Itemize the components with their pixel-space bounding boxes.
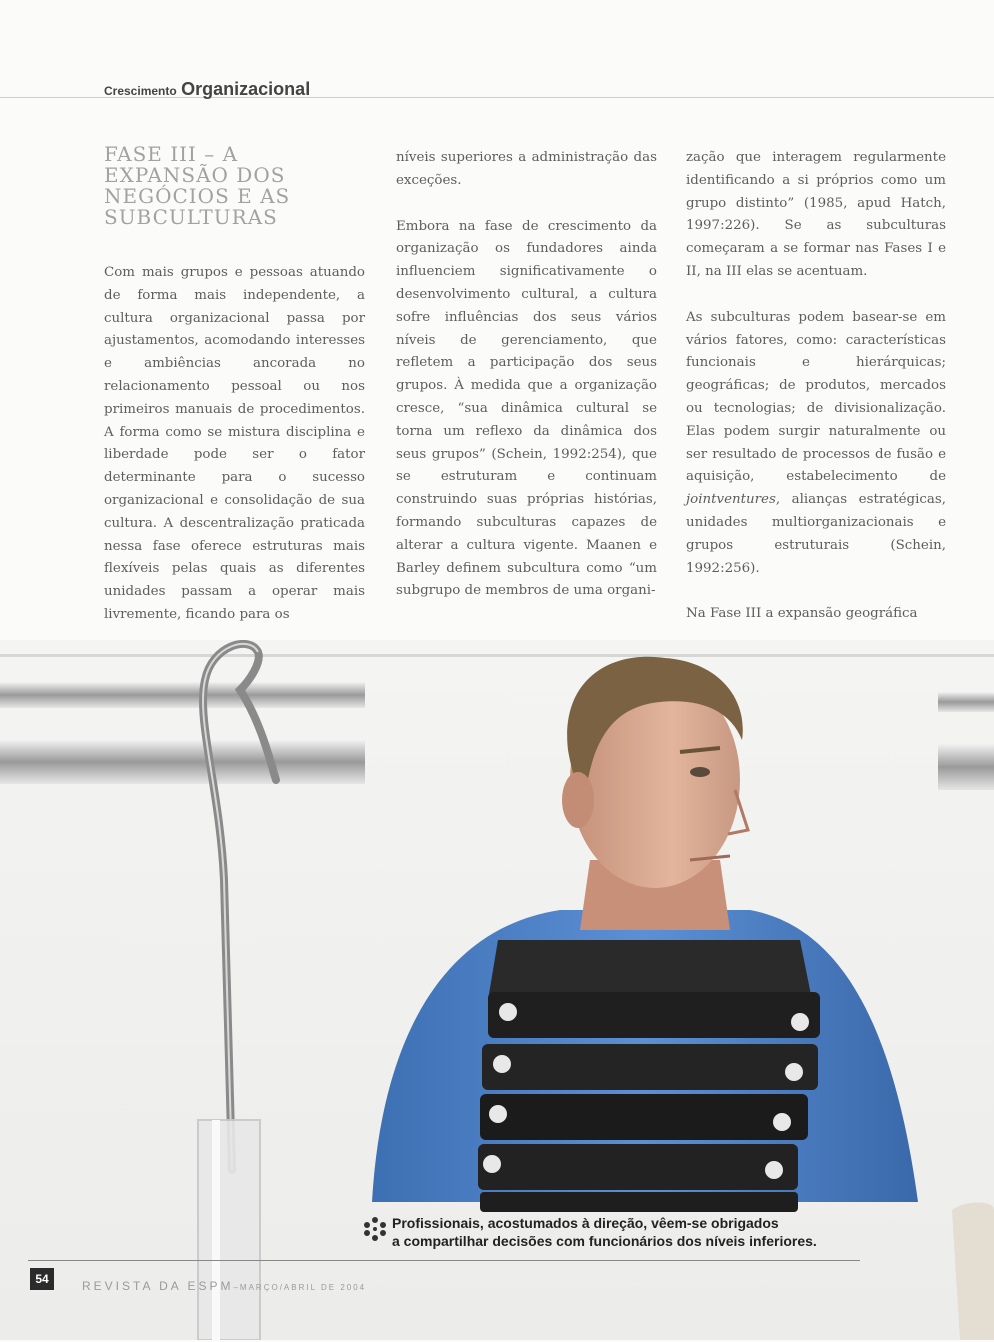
footer-title	[82, 1279, 366, 1293]
paragraph: níveis superiores a administração das exceções.	[396, 150, 657, 188]
page-number: 54	[30, 1268, 54, 1290]
issue-date: –MARÇO/ABRIL DE 2004	[233, 1283, 367, 1292]
text-column-2	[396, 147, 657, 626]
binder-stack	[478, 940, 820, 1212]
text-run: As subculturas podem basear-se em vários fatores, como: características funcionais e hierárquicas; geográficas; de produtos, mercados ou tecnologias; de divisionalização. Elas podem surgir naturalmente ou ser resultado de processos de fusão e aquisição, estabelecimento de	[686, 309, 946, 485]
paragraph: Embora na fase de crescimento da organização os fundadores ainda influenciem significativamente o desenvolvimento cultural, a cultura sofre influências dos seus vários níveis de gerenciamento, que refletem a participação dos seus grupos. À medida que a organização cresce, “sua dinâmica cultural se torna um reflexo da dinâmica dos seus grupos” (Schein, 1992:254), que se estruturam e continuam construindo suas próprias histórias, formando subculturas capazes de alterar a cultura vigente. Maanen e Barley definem subcultura como “um subgrupo de membros de uma organi-	[396, 218, 657, 599]
paragraph: Na Fase III a expansão geográfica	[686, 606, 918, 622]
magazine-name: REVISTA DA ESPM	[82, 1279, 234, 1293]
paragraph	[686, 307, 946, 581]
paragraph: Com mais grupos e pessoas atuando de forma mais independente, a cultura organizacional passa por ajustamentos, acomodando interesses e ambiências ancorada no relacionamento pessoal ou nos primeiros manuais de procedimentos. A forma como se mistura disciplina e liberdade pode ser o fator determinante para o sucesso organizacional e consolidação de sua cultura. A descentralização praticada nessa fase oferece estruturas mais flexíveis pelas quais as diferentes unidades passam a operar mais livremente, ficando para os	[104, 265, 365, 622]
photo-caption	[368, 1214, 868, 1250]
italic-term: jointventures	[686, 492, 776, 508]
text-run: , alianças estratégicas, unidades multiorganizacionais e grupos estruturais (Schein, 1992:256).	[686, 492, 946, 576]
paragraph: zação que interagem regularmente identificando a si próprios como um grupo distinto” (1985, apud Hatch, 1997:226). Se as subculturas começaram a se formar nas Fases I e II, na III elas se acentuam.	[686, 150, 946, 279]
footer-rule	[28, 1260, 860, 1261]
caption-line-2: a compartilhar decisões com funcionários dos níveis inferiores.	[392, 1233, 817, 1249]
section-heading: FASE III – A EXPANSÃO DOS NEGÓCIOS E AS SUBCULTURAS	[104, 142, 291, 229]
asterisk-bullet-icon	[362, 1216, 388, 1246]
text-column-1	[104, 262, 365, 650]
text-column-3	[686, 147, 946, 649]
section-label-small: Crescimento	[104, 84, 177, 98]
section-label-big: Organizacional	[181, 79, 311, 99]
section-label	[104, 79, 310, 100]
caption-line-1: Profissionais, acostumados à direção, vêem-se obrigados	[392, 1215, 779, 1231]
